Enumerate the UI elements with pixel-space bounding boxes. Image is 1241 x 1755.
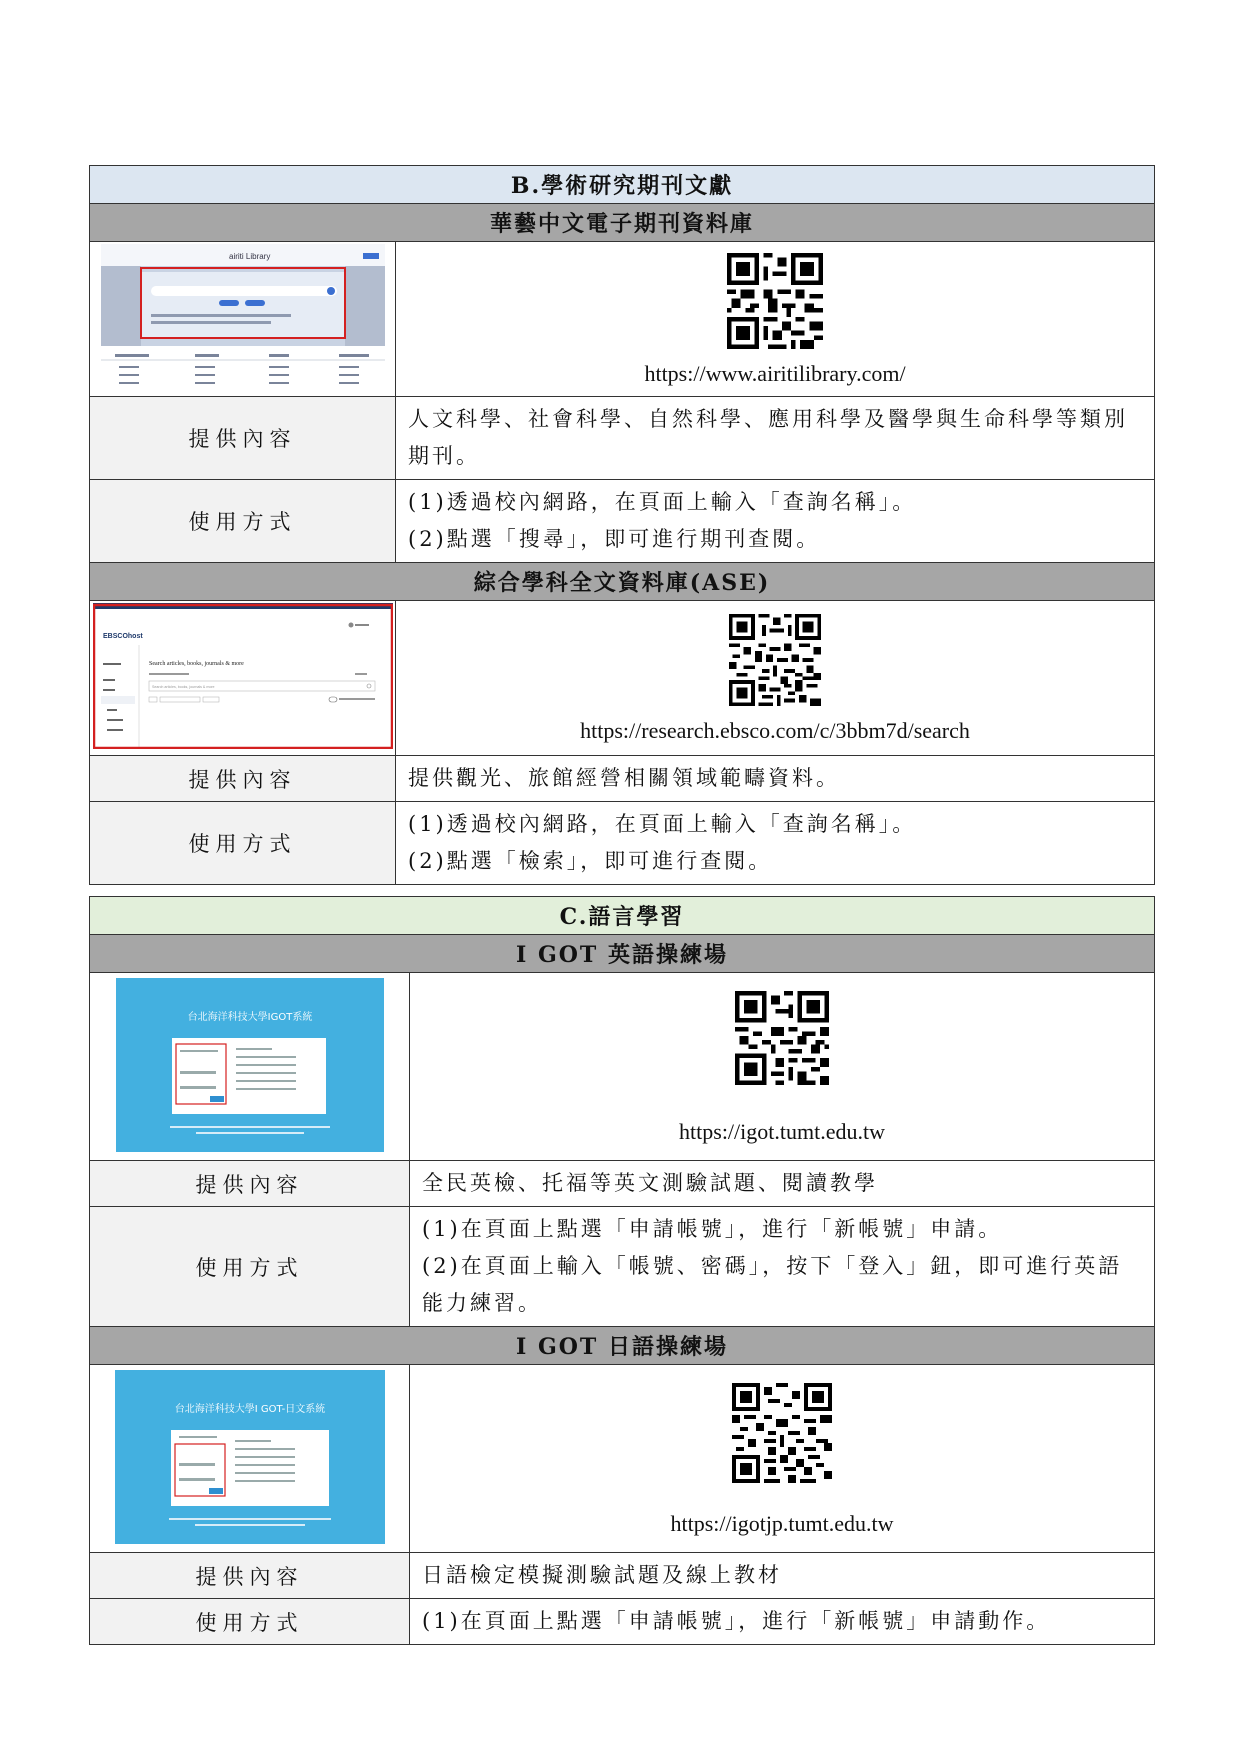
qr-code-icon[interactable] <box>729 614 821 706</box>
ebsco-screenshot-cell <box>90 601 396 756</box>
table-academic-journals <box>89 165 1155 885</box>
igot-japanese-title-text: 台北海洋科技大學I GOT-日文系統 <box>174 1403 325 1415</box>
usage-step: (1)透過校內網路，在頁面上輸入「查詢名稱」。 <box>408 490 917 514</box>
ebsco-url-link[interactable]: https://research.ebsco.com/c/3bbm7d/search <box>580 718 970 743</box>
table-language-learning <box>89 896 1155 1645</box>
provide-content: 人文科學、社會科學、自然科學、應用科學及醫學與生命科學等類別期刊。 <box>396 397 1155 480</box>
provide-label: 提供內容 <box>90 1161 410 1207</box>
usage-step: (2)點選「檢索」，即可進行查閱。 <box>408 849 773 873</box>
ebsco-qr-cell <box>396 601 1155 756</box>
db-title-ase: 綜合學科全文資料庫(ASE) <box>90 563 1155 601</box>
provide-label: 提供內容 <box>90 397 396 480</box>
usage-step: (2)點選「搜尋」，即可進行期刊查閱。 <box>408 527 821 551</box>
qr-code-icon[interactable] <box>732 1383 832 1483</box>
ebsco-screenshot <box>93 603 393 749</box>
db-title-igot-japanese: I GOT 日語操練場 <box>90 1327 1155 1365</box>
provide-label: 提供內容 <box>90 756 396 802</box>
igot-japanese-screenshot-cell <box>90 1365 410 1553</box>
igot-english-title-text: 台北海洋科技大學IGOT系統 <box>187 1011 312 1023</box>
qr-code-icon[interactable] <box>727 253 823 349</box>
provide-content: 全民英檢、托福等英文測驗試題、閱讀教學 <box>410 1161 1155 1207</box>
airiti-screenshot <box>101 244 385 390</box>
usage-step: (1)在頁面上點選「申請帳號」，進行「新帳號」申請動作。 <box>422 1609 1051 1633</box>
igot-japanese-qr-cell <box>410 1365 1155 1553</box>
ebsco-logo-text: EBSCOhost <box>102 633 143 640</box>
provide-label: 提供內容 <box>90 1553 410 1599</box>
usage-content <box>410 1599 1155 1645</box>
igot-english-screenshot-cell <box>90 973 410 1161</box>
usage-label: 使用方式 <box>90 1599 410 1645</box>
usage-step: (1)在頁面上點選「申請帳號」，進行「新帳號」申請。 <box>422 1217 1003 1241</box>
usage-step: (1)透過校內網路，在頁面上輸入「查詢名稱」。 <box>408 812 917 836</box>
provide-content: 日語檢定模擬測驗試題及線上教材 <box>410 1553 1155 1599</box>
igot-japanese-url-link[interactable]: https://igotjp.tumt.edu.tw <box>670 1510 894 1536</box>
section-c-title: C.語言學習 <box>90 897 1155 935</box>
airiti-url-link[interactable]: https://www.airitilibrary.com/ <box>644 361 906 386</box>
airiti-logo-text: airiti Library <box>228 252 270 261</box>
section-b-title: B.學術研究期刊文獻 <box>90 166 1155 204</box>
igot-japanese-screenshot <box>115 1370 385 1544</box>
airiti-qr-cell <box>396 242 1155 397</box>
airiti-screenshot-cell <box>90 242 396 397</box>
igot-english-screenshot <box>116 978 384 1152</box>
db-title-igot-english: I GOT 英語操練場 <box>90 935 1155 973</box>
usage-step: (2)在頁面上輸入「帳號、密碼」，按下「登入」鈕，即可進行英語能力練習。 <box>422 1254 1123 1315</box>
db-title-airiti: 華藝中文電子期刊資料庫 <box>90 204 1155 242</box>
usage-content <box>410 1207 1155 1327</box>
qr-code-icon[interactable] <box>735 991 829 1085</box>
igot-english-url-link[interactable]: https://igot.tumt.edu.tw <box>679 1118 885 1144</box>
usage-label: 使用方式 <box>90 1207 410 1327</box>
usage-content <box>396 802 1155 885</box>
usage-content <box>396 480 1155 563</box>
ebsco-heading-text: Search articles, books, journals & more <box>148 661 244 667</box>
provide-content: 提供觀光、旅館經營相關領域範疇資料。 <box>396 756 1155 802</box>
usage-label: 使用方式 <box>90 480 396 563</box>
usage-label: 使用方式 <box>90 802 396 885</box>
igot-english-qr-cell <box>410 973 1155 1161</box>
ebsco-search-placeholder: Search articles, books, journals & more <box>151 685 215 689</box>
